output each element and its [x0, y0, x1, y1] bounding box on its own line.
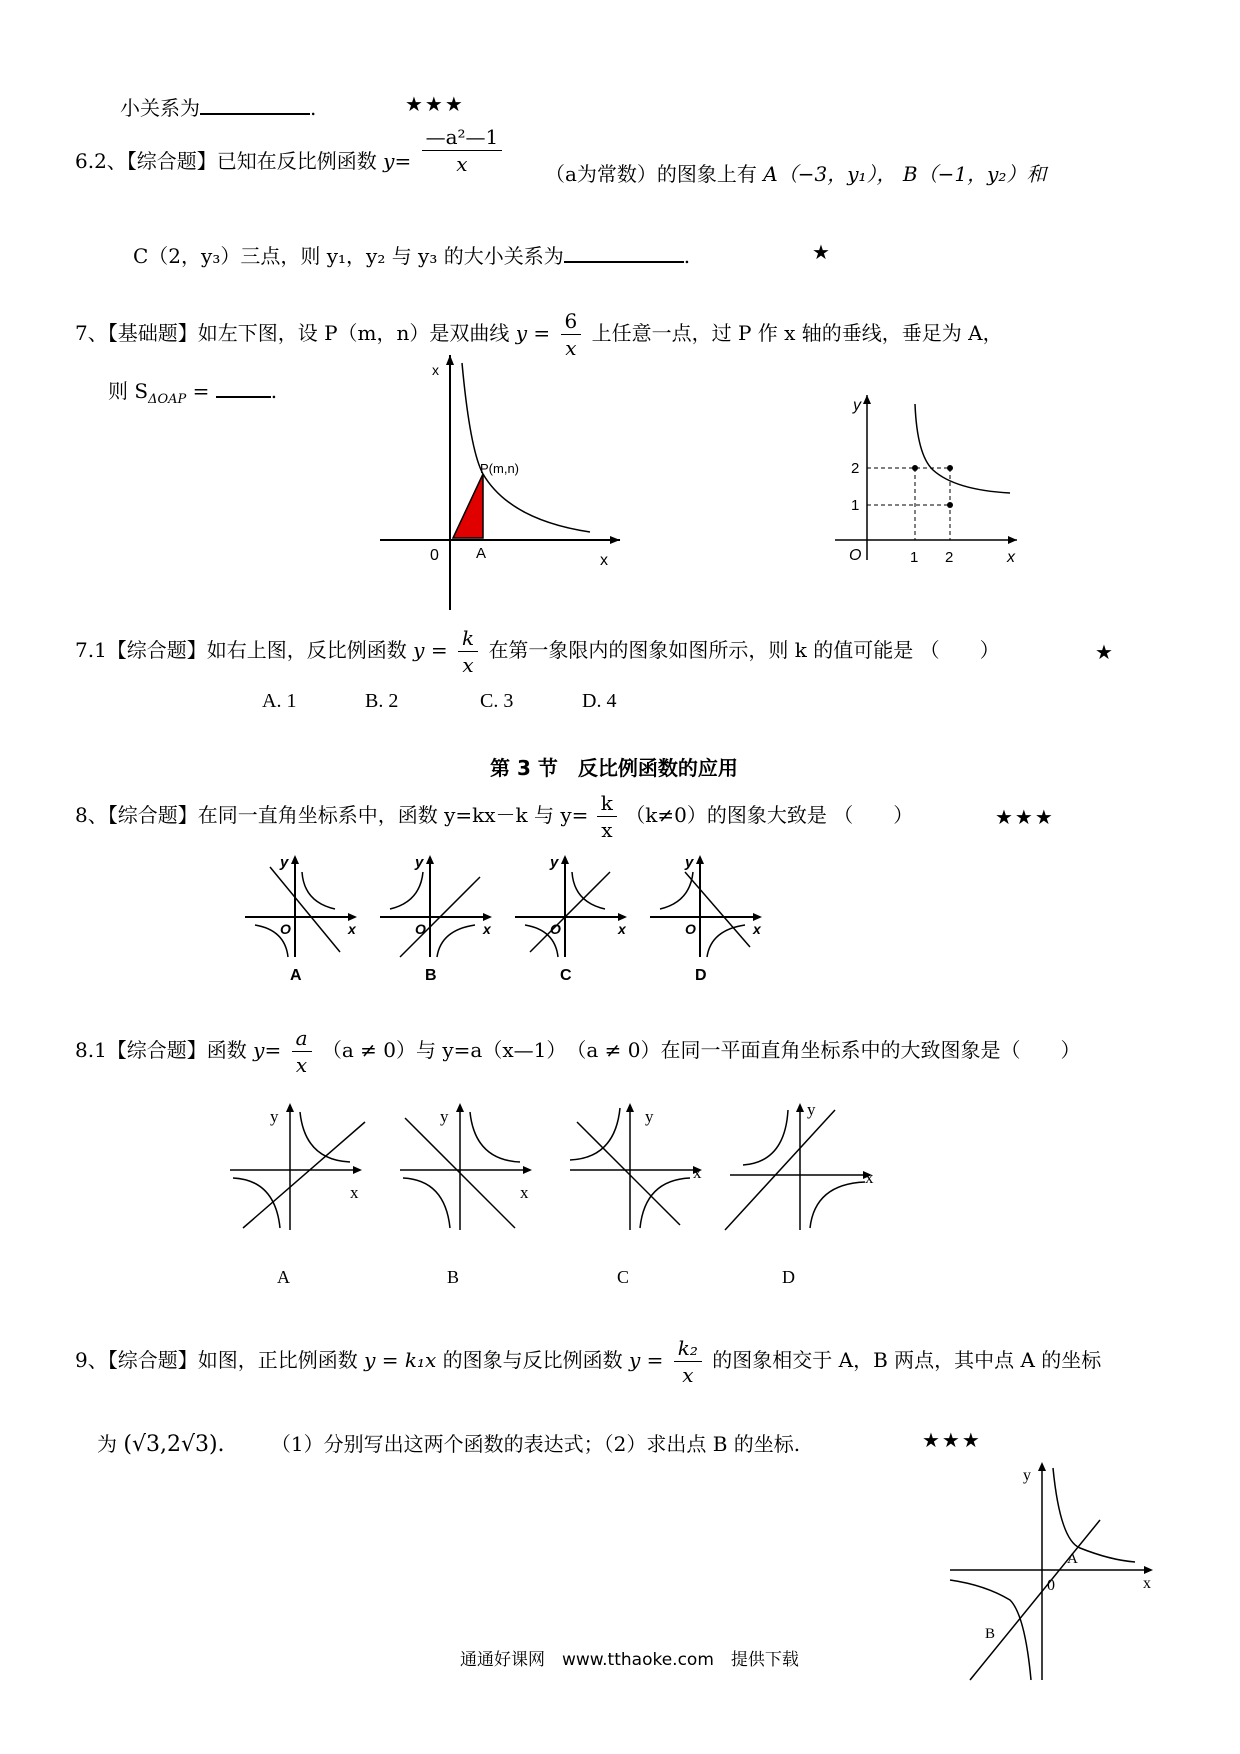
figure-label-a: A [277, 1267, 290, 1287]
figure-label-b: B [425, 967, 437, 984]
q7-suffix: 上任意一点，过 P 作 x 轴的垂线，垂足为 A， [591, 321, 1003, 345]
svg-text:y: y [807, 1100, 816, 1119]
difficulty-stars: ★ [812, 240, 832, 264]
q7-line2-sub: ΔOAP [148, 392, 187, 407]
fraction-numerator: 6 [561, 308, 582, 335]
fraction-numerator: k [458, 625, 478, 652]
svg-text:y: y [550, 854, 559, 871]
fraction-numerator: k₂ [674, 1335, 702, 1362]
svg-text:x: x [865, 1168, 874, 1187]
q8-1-figure-b[interactable] [395, 1100, 545, 1290]
svg-text:x: x [350, 1183, 359, 1202]
q6-2-fraction [422, 124, 503, 177]
question-7 [75, 308, 1003, 361]
fraction-denominator: x [295, 1053, 308, 1077]
tick-y-1: 1 [851, 497, 860, 514]
y-axis-label: x [432, 362, 439, 378]
question-8 [75, 790, 913, 843]
svg-text:x: x [483, 921, 491, 937]
option-b[interactable]: B. 2 [365, 690, 399, 712]
x-axis-label: x [1007, 549, 1015, 566]
svg-text:y: y [280, 854, 289, 871]
q8-figure-b[interactable] [375, 852, 495, 982]
q6-2-condition [545, 158, 1046, 187]
line-top: 小关系为 . [120, 92, 316, 121]
tick-x-1: 1 [910, 549, 919, 566]
point-p-label: P(m,n) [480, 461, 519, 476]
footer: 通通好课网 www.tthaoke.com 提供下载 [460, 1650, 799, 1670]
q8-fraction [597, 790, 617, 843]
q7-line2-a: 则 S [108, 379, 149, 403]
fraction-denominator: x [565, 336, 577, 360]
question-7-1 [75, 625, 1000, 678]
figure-label-c: C [617, 1267, 630, 1287]
difficulty-stars: ★★★ [922, 1428, 982, 1452]
svg-text:0: 0 [1047, 1577, 1055, 1594]
q6-2-yeq: y= [383, 149, 412, 173]
q9-fraction [674, 1335, 702, 1388]
figure-label-d: D [695, 967, 707, 984]
q8-figure-d[interactable] [645, 852, 765, 982]
q8-1-yeq: y= [253, 1038, 282, 1062]
difficulty-stars: ★★★ [405, 92, 465, 116]
svg-text:O: O [415, 921, 426, 937]
option-a[interactable]: A. 1 [262, 690, 297, 712]
origin-label: O [849, 547, 862, 564]
q7-line2: 则 $S_{\Delta OAP}$ = . [108, 375, 277, 407]
svg-text:y: y [440, 1107, 449, 1126]
figure-label-d: D [782, 1267, 795, 1287]
q7-line2-b: = [192, 379, 210, 403]
x-axis-label: x [600, 552, 608, 569]
q9-suffix: 的图象相交于 A，B 两点，其中点 A 的坐标 [712, 1348, 1102, 1372]
fraction-denominator: x [682, 1363, 694, 1387]
difficulty-stars: ★★★ [995, 805, 1055, 829]
svg-text:x: x [520, 1183, 529, 1202]
q8-suffix: （k≠0）的图象大致是 （ ） [625, 803, 914, 827]
fraction-numerator: a [292, 1025, 312, 1052]
svg-text:y: y [645, 1107, 654, 1126]
difficulty-stars: ★ [1095, 640, 1115, 664]
triangle-oap-shade [453, 474, 483, 538]
q9-line2 [97, 1428, 800, 1457]
q7-prefix: 7、【基础题】如左下图，设 P（m，n）是双曲线 [75, 321, 510, 345]
fraction-denominator: x [601, 818, 613, 842]
svg-text:y: y [685, 854, 694, 871]
q7-left-figure [370, 355, 630, 615]
point-a-label: A [1067, 1551, 1078, 1567]
question-9 [75, 1335, 1101, 1388]
line-top-text: 小关系为 [120, 96, 200, 120]
answer-blank [564, 241, 684, 263]
q9-linear-function: y = k₁x [364, 1348, 437, 1372]
svg-text:O: O [685, 921, 696, 937]
fraction-denominator: x [456, 152, 468, 176]
svg-text:x: x [753, 921, 761, 937]
q9-prefix: 9、【综合题】如图，正比例函数 [75, 1348, 358, 1372]
point-b-label: B [985, 1626, 996, 1642]
question-8-1 [75, 1025, 1080, 1078]
q7-right-figure [825, 390, 1025, 570]
svg-text:y: y [1023, 1467, 1031, 1484]
answer-blank [216, 376, 271, 398]
fraction-numerator: k [597, 790, 617, 817]
option-c[interactable]: C. 3 [480, 690, 514, 712]
q6-2-point-b: B（−1，y₂）和 [902, 162, 1047, 186]
figure-label-c: C [560, 967, 572, 984]
q8-1-fraction [292, 1025, 312, 1078]
figure-label-b: B [447, 1267, 460, 1287]
svg-text:y: y [415, 854, 424, 871]
svg-text:O: O [280, 921, 291, 937]
q9-mid: 的图象与反比例函数 [442, 1348, 623, 1372]
y-axis-label: y [853, 397, 861, 414]
q9-line2-b: （1）分别写出这两个函数的表达式；（2）求出点 B 的坐标. [270, 1432, 801, 1456]
origin-label: 0 [430, 547, 439, 564]
fraction-denominator: x [462, 653, 474, 677]
q8-1-figure-d[interactable] [725, 1100, 885, 1290]
q9-line2-a: 为 [97, 1432, 117, 1456]
svg-text:x: x [618, 921, 626, 937]
q7-1-yeq: y = [413, 638, 448, 662]
q6-2-cond: （a为常数）的图象上有 [545, 162, 757, 186]
svg-text:x: x [348, 921, 356, 937]
answer-blank [200, 93, 310, 115]
tick-x-2: 2 [945, 549, 954, 566]
question-6-2 [75, 125, 506, 177]
q8-1-mid: （a ≠ 0）与 y=a（x—1） （a ≠ 0）在同一平面直角坐标系中的大致图象是（ ） [321, 1038, 1081, 1062]
tick-y-2: 2 [851, 460, 860, 477]
svg-text:y: y [270, 1107, 279, 1126]
svg-text:x: x [1143, 1575, 1151, 1592]
q6-2-point-a: A（−3，y₁）， [763, 162, 897, 186]
q9-figure [945, 1460, 1160, 1680]
q7-1-suffix: 在第一象限内的图象如图所示，则 k 的值可能是 （ ） [488, 638, 1000, 662]
q7-yeq: y = [515, 321, 551, 345]
q8-figure-a[interactable] [240, 852, 360, 982]
point-a-label: A [476, 545, 487, 562]
svg-text:x: x [693, 1163, 702, 1182]
q9-yeq: y = [629, 1348, 664, 1372]
figure-label-a: A [290, 967, 302, 984]
q7-1-prefix: 7.1【综合题】如右上图，反比例函数 [75, 638, 407, 662]
q8-1-figure-c[interactable] [565, 1100, 715, 1290]
q6-2-line2-text: C（2，y₃）三点，则 y₁，y₂ 与 y₃ 的大小关系为 [133, 244, 564, 268]
q6-2-line2: C（2，y₃）三点，则 y₁，y₂ 与 y₃ 的大小关系为 . [133, 240, 690, 269]
q7-1-fraction [458, 625, 478, 678]
fraction-numerator: —a²—1 [422, 124, 503, 151]
q8-figure-c[interactable] [510, 852, 630, 982]
q8-prefix: 8、【综合题】在同一直角坐标系中，函数 y=kx－k 与 y= [75, 803, 589, 827]
q8-1-figure-a[interactable] [225, 1100, 375, 1290]
q8-1-prefix: 8.1【综合题】函数 [75, 1038, 247, 1062]
q7-fraction [561, 308, 582, 361]
svg-text:O: O [550, 921, 561, 937]
q9-coordinate: (√3,2√3). [123, 1432, 225, 1457]
option-d[interactable]: D. 4 [582, 690, 617, 712]
q6-2-prefix: 6.2、【综合题】已知在反比例函数 [75, 149, 377, 173]
section-title: 第 3 节 反比例函数的应用 [490, 756, 738, 780]
